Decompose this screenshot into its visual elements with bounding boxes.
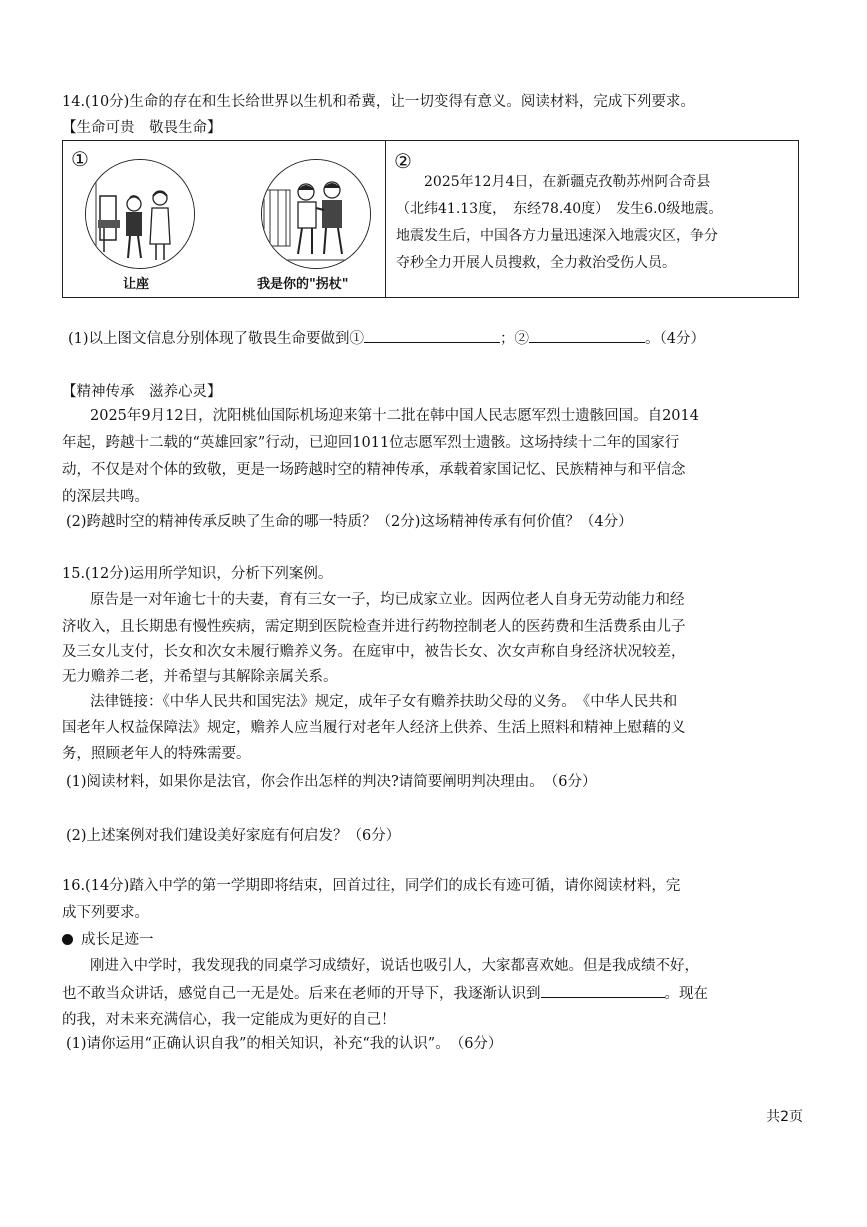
q14-picture-cell: [63, 141, 386, 298]
q14-para-line: 动，不仅是对个体的致敬，更是一场跨越时空的精神传承，承载着家国记忆、民族精神与和平信念: [62, 462, 686, 478]
q14-material-table: [62, 140, 799, 298]
page-count: 共2页: [766, 1109, 803, 1125]
q15-sub2: (2)上述案例对我们建设美好家庭有何启发？（6分）: [66, 828, 401, 844]
q14-section2-heading: 【精神传承 滋养心灵】: [62, 384, 222, 400]
q14-para-line: 2025年9月12日，沈阳桃仙国际机场迎来第十二批在韩中国人民志愿军烈士遗骸回国。自2014: [90, 408, 699, 424]
q15-case-line: 及三女儿支付，长女和次女未履行赡养义务。在庭审中，被告长女、次女声称自身经济状况较差，: [62, 644, 686, 660]
answer-blank-2[interactable]: [529, 328, 645, 343]
earthquake-line: 夺秒全力开展人员搜救，全力救治受伤人员。: [396, 255, 676, 271]
q16-para2-end: 。现在: [664, 986, 708, 1002]
q15-case-line: 济收入，且长期患有慢性疾病，需定期到医院检查并进行药物控制老人的医药费和生活费系由儿子: [62, 619, 686, 635]
q14-sub1-mid: ；②: [500, 331, 530, 347]
q16-stem-line2: 成下列要求。: [62, 905, 149, 921]
q16-para-line2: [62, 983, 807, 1004]
caption-walking-stick: 我是你的"拐杖": [257, 277, 349, 292]
q15-case-line: 无力赡养二老，并希望与其解除亲属关系。: [62, 669, 338, 685]
q16-heading-text: 成长足迹一: [81, 932, 154, 948]
caption-offer-seat: 让座: [123, 277, 150, 292]
box1-number: ①: [71, 147, 89, 171]
earthquake-line: 2025年12月4日，在新疆克孜勒苏州阿合奇县: [396, 174, 711, 190]
box2-number: ②: [394, 149, 412, 173]
walking-stick-illustration: [261, 159, 371, 269]
offer-seat-illustration: [85, 159, 195, 269]
q14-para-line: 年起，跨越十二载的“英雄回家”行动，已迎回1011位志愿军烈士遗骸。这场持续十二年的国家行: [62, 435, 680, 451]
answer-blank-3[interactable]: [541, 983, 665, 998]
q14-text-cell: [386, 141, 799, 298]
q14-stem: 14.(10分)生命的存在和生长给世界以生机和希冀，让一切变得有意义。阅读材料，完成下列要求。: [62, 94, 695, 110]
q15-law-line: 法律链接：《中华人民共和国宪法》规定，成年子女有赡养扶助父母的义务。 《中华人民共和: [90, 694, 678, 710]
q14-sub1-points: 。（4分）: [645, 331, 706, 347]
q14-sub1: [68, 328, 807, 349]
q15-case-line: 原告是一对年逾七十的夫妻，育有三女一子，均已成家立业。因两位老人自身无劳动能力和经: [90, 592, 685, 608]
earthquake-line: （北纬41.13度， 东经78.40度） 发生6.0级地震。: [396, 201, 723, 217]
q15-sub1: (1)阅读材料，如果你是法官，你会作出怎样的判决?请简要阐明判决理由。 （6分）: [66, 774, 597, 790]
q14-sub1-prompt: (1)以上图文信息分别体现了敬畏生命要做到①: [68, 331, 365, 347]
q14-section1-heading: 【生命可贵 敬畏生命】: [62, 120, 222, 136]
bullet-icon: [62, 934, 73, 945]
q16-para-line1: 刚进入中学时，我发现我的同桌学习成绩好，说话也吸引人，大家都喜欢她。但是我成绩不好，: [90, 958, 699, 974]
q16-stem-line1: 16.(14分)踏入中学的第一学期即将结束，回首过往，同学们的成长有迹可循，请你阅读材料，完: [62, 878, 681, 894]
q15-stem: 15.(12分)运用所学知识，分析下列案例。: [62, 566, 333, 582]
q15-law-line: 国老年人权益保障法》规定，赡养人应当履行对老年人经济上供养、生活上照料和精神上慰藉的义: [62, 720, 686, 736]
q14-para-line: 的深层共鸣。: [62, 489, 149, 505]
q15-law-line: 务，照顾老年人的特殊需要。: [62, 746, 251, 762]
q16-heading: [62, 930, 807, 950]
earthquake-text: [396, 169, 788, 277]
q16-sub1: (1)请你运用“正确认识自我”的相关知识，补充“我的认识”。 （6分）: [66, 1036, 503, 1052]
q16-para-line3: 的我，对未来充满信心，我一定能成为更好的自己！: [62, 1012, 396, 1028]
q14-sub2: (2)跨越时空的精神传承反映了生命的哪一特质？（2分)这场精神传承有何价值？（4分）: [66, 514, 633, 530]
answer-blank-1[interactable]: [364, 328, 500, 343]
earthquake-line: 地震发生后，中国各方力量迅速深入地震灾区，争分: [396, 228, 718, 244]
q16-para2-text: 也不敢当众讲话，感觉自己一无是处。后来在老师的开导下，我逐渐认识到: [62, 986, 541, 1002]
